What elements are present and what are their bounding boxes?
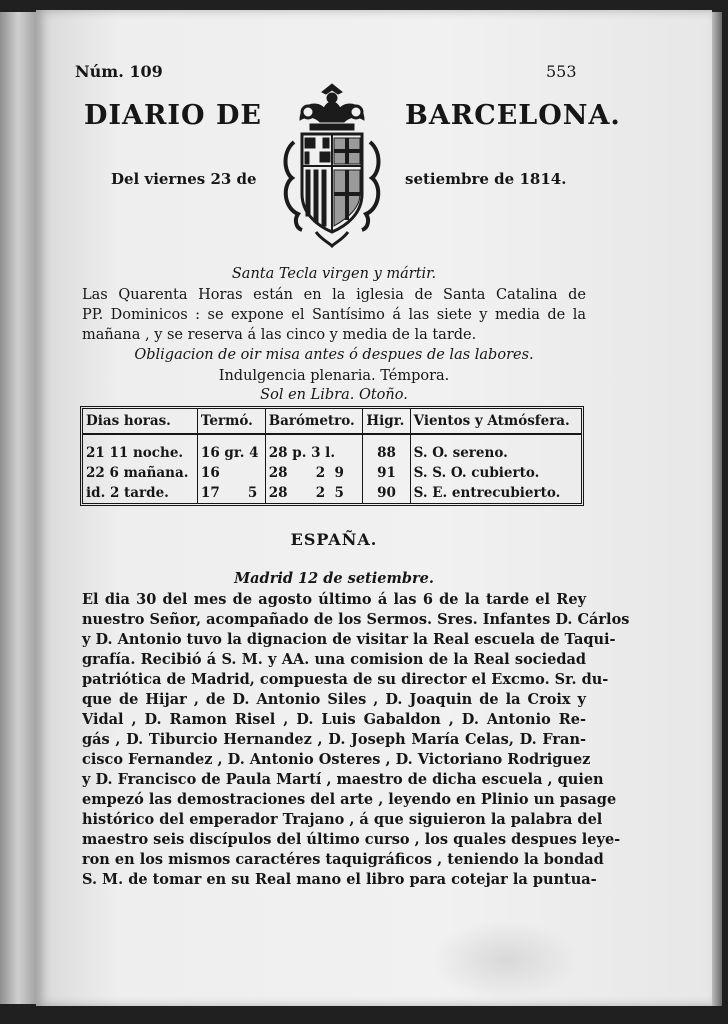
table-cell: 17 5	[197, 483, 265, 503]
table-cell: S. S. O. cubierto.	[410, 463, 581, 483]
article-line: S. M. de tomar en su Real mano el libro para cotejar la puntua-	[82, 871, 597, 888]
masthead-title-left: DIARIO DE	[84, 100, 262, 131]
article-line: histórico del emperador Trajano , á que siguieron la palabra del	[82, 811, 603, 828]
table-row	[83, 483, 581, 503]
weather-header-row	[83, 409, 581, 434]
table-cell: id. 2 tarde.	[86, 485, 169, 501]
table-cell: 91	[363, 463, 410, 483]
article-line: que de Hijar , de D. Antonio Siles , D. Joaquin de la Croix y	[82, 691, 586, 708]
weather-header-barometer: Barómetro.	[265, 409, 363, 434]
intro-line: PP. Dominicos : se expone el Santísimo á las siete y media de la	[82, 307, 586, 323]
sun-sign-note: Sol en Libra. Otoño.	[260, 387, 408, 403]
weather-header-thermometer: Termó.	[197, 409, 265, 434]
masthead-title-right: BARCELONA.	[405, 100, 621, 131]
table-cell: S. O. sereno.	[410, 434, 581, 463]
article-line: y D. Francisco de Paula Martí , maestro de dicha escuela , quien	[82, 771, 604, 788]
weather-header-days: Dias horas.	[83, 409, 197, 434]
table-cell: 28 2 5	[265, 483, 363, 503]
article-line: cisco Fernandez , D. Antonio Osteres , D. Victoriano Rodriguez	[82, 751, 591, 768]
table-cell: 90	[363, 483, 410, 503]
article-line: y D. Antonio tuvo la dignacion de visitar la Real escuela de Taqui-	[82, 631, 616, 648]
issue-number: Núm. 109	[75, 62, 163, 81]
article-line: ron en los mismos caractéres taquigráficos , teniendo la bondad	[82, 851, 604, 868]
facing-page-edge	[0, 12, 40, 1004]
table-cell: 16	[197, 463, 265, 483]
intro-line: mañana , y se reserva á las cinco y media de la tarde.	[82, 327, 477, 343]
saint-of-day: Santa Tecla virgen y mártir.	[231, 266, 437, 282]
issue-date-right: setiembre de 1814.	[405, 170, 567, 188]
paper-stain	[430, 920, 580, 1000]
page-right-edge	[712, 12, 722, 1006]
article-line: Vidal , D. Ramon Risel , D. Luis Gabaldon , D. Antonio Re-	[82, 711, 586, 728]
article-line: grafía. Recibió á S. M. y AA. una comision de la Real sociedad	[82, 651, 586, 668]
table-cell: 21 11 noche.	[86, 445, 184, 461]
article-line: maestro seis discípulos del último curso , los quales despues leye-	[82, 831, 621, 848]
article-line: El dia 30 del mes de agosto último á las 6 de la tarde el Rey	[82, 591, 586, 608]
table-cell: 16 gr. 4	[197, 434, 265, 463]
issue-date-left: Del viernes 23 de	[111, 170, 257, 188]
article-line: patriótica de Madrid, compuesta de su director el Excmo. Sr. du-	[82, 671, 609, 688]
table-row	[83, 434, 581, 463]
table-cell: 88	[363, 434, 410, 463]
barcelona-coat-of-arms-icon	[272, 82, 392, 248]
table-row	[83, 463, 581, 483]
section-title: ESPAÑA.	[290, 530, 378, 549]
intro-line: Las Quarenta Horas están en la iglesia de Santa Catalina de	[82, 287, 586, 303]
weather-header-winds: Vientos y Atmósfera.	[410, 409, 581, 434]
weather-header-hygrometer: Higr.	[363, 409, 410, 434]
table-cell: 28 p. 3 l.	[265, 434, 363, 463]
page-number: 553	[546, 62, 577, 81]
table-cell: 28 2 9	[265, 463, 363, 483]
weather-table	[80, 406, 584, 506]
indulgence-note: Indulgencia plenaria. Témpora.	[218, 368, 450, 384]
article-line: empezó las demostraciones del arte , leyendo en Plinio un pasage	[82, 791, 617, 808]
obligation-note: Obligacion de oir misa antes ó despues de las labores.	[134, 347, 534, 363]
table-cell: 22 6 mañana.	[86, 465, 189, 481]
article-dateline: Madrid 12 de setiembre.	[234, 570, 434, 587]
table-cell: S. E. entrecubierto.	[410, 483, 581, 503]
article-line: gás , D. Tiburcio Hernandez , D. Joseph María Celas, D. Fran-	[82, 731, 586, 748]
article-line: nuestro Señor, acompañado de los Sermos. Sres. Infantes D. Cárlos	[82, 611, 630, 628]
